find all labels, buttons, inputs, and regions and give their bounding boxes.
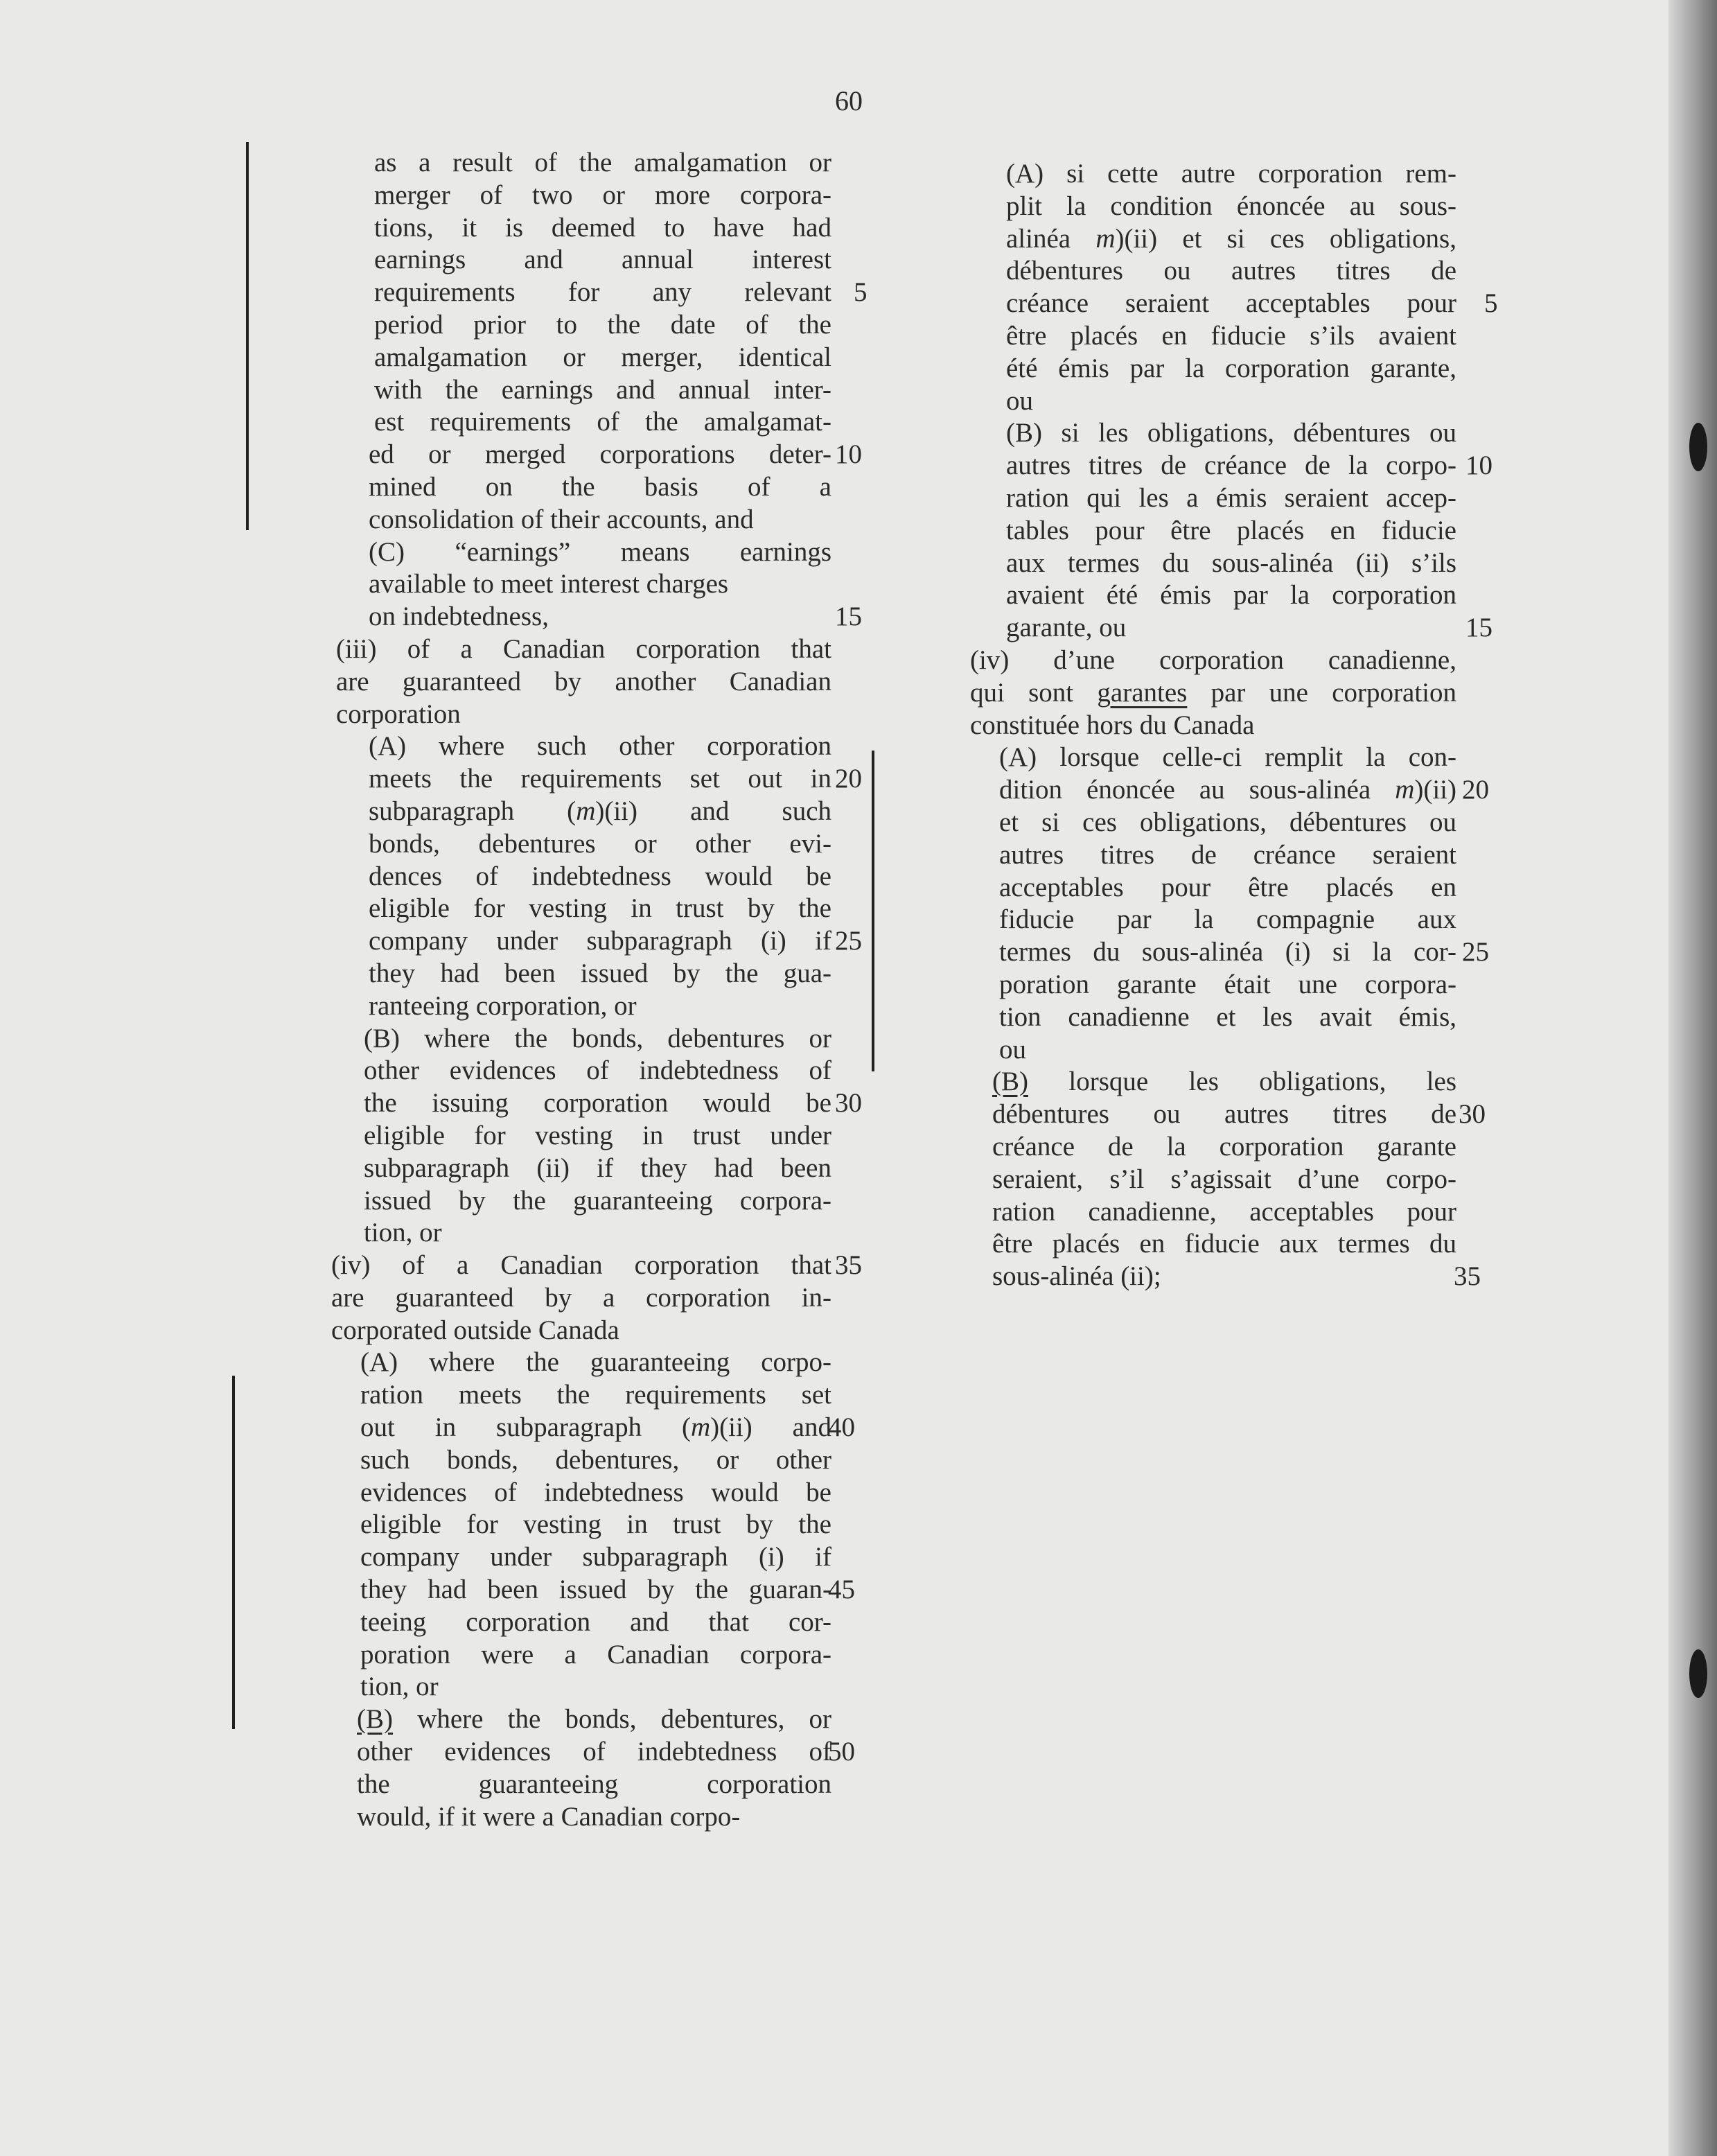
line-number: 35 bbox=[1454, 1261, 1481, 1291]
text-line: termes du sous-alinéa (i) si la cor- bbox=[999, 937, 1456, 967]
line-number: 40 bbox=[828, 1412, 855, 1442]
text-line: et si ces obligations, débentures ou bbox=[999, 807, 1456, 837]
line-number: 20 bbox=[1462, 775, 1489, 805]
text-line: amalgamation or merger, identical bbox=[374, 342, 831, 372]
revision-bar bbox=[232, 1376, 235, 1729]
text-line: poration garante était une corpora- bbox=[999, 969, 1456, 999]
text-line: (iii) of a Canadian corporation that bbox=[336, 633, 831, 664]
text-line: with the earnings and annual inter- bbox=[374, 374, 831, 405]
section-marker-b: (B) bbox=[357, 1704, 393, 1735]
line-number: 25 bbox=[835, 926, 862, 956]
text-line: sous-alinéa (ii); bbox=[992, 1261, 1161, 1292]
text-line: avaient été émis par la corporation bbox=[1006, 580, 1456, 611]
text-line: tions, it is deemed to have had bbox=[374, 212, 831, 243]
section-marker-b: (B) bbox=[992, 1067, 1028, 1097]
text-line: est requirements of the amalgamat- bbox=[374, 407, 831, 437]
text-line: débentures ou autres titres de bbox=[992, 1099, 1456, 1130]
underlined-word: garantes bbox=[1097, 677, 1188, 708]
text-line: dences of indebtedness would be bbox=[369, 861, 831, 891]
text-line: corporated outside Canada bbox=[331, 1315, 619, 1345]
text-line: tables pour être placés en fiducie bbox=[1006, 515, 1456, 545]
line-number: 10 bbox=[835, 439, 862, 469]
text-line: other evidences of indebtedness of bbox=[364, 1055, 831, 1086]
line-number: 20 bbox=[835, 764, 862, 794]
binder-hole-bottom bbox=[1689, 1649, 1707, 1698]
text-line: constituée hors du Canada bbox=[970, 710, 1255, 740]
text-line: subparagraph (m)(ii) and such bbox=[369, 796, 831, 826]
text-line: débentures ou autres titres de bbox=[1006, 256, 1456, 286]
text-line: requirements for any relevant bbox=[374, 277, 831, 308]
binder-hole-top bbox=[1689, 423, 1707, 471]
text-line: period prior to the date of the bbox=[374, 309, 831, 340]
text-line: on indebtedness, bbox=[369, 602, 549, 632]
text-line: eligible for vesting in trust by the bbox=[369, 893, 831, 924]
text-line: ed or merged corporations deter- bbox=[369, 439, 831, 470]
text-line: such bonds, debentures, or other bbox=[360, 1444, 831, 1475]
text-line: créance seraient acceptables pour bbox=[1006, 288, 1456, 319]
text-line: consolidation of their accounts, and bbox=[369, 504, 754, 534]
text-line: the guaranteeing corporation bbox=[357, 1769, 831, 1799]
text-line: (C) “earnings” means earnings bbox=[369, 536, 831, 567]
text-line: (A) where such other corporation bbox=[369, 731, 831, 762]
text-line: are guaranteed by another Canadian bbox=[336, 666, 831, 696]
text-line: poration were a Canadian corpora- bbox=[360, 1639, 831, 1669]
text-line: subparagraph (ii) if they had been bbox=[364, 1153, 831, 1183]
revision-bar bbox=[246, 142, 249, 530]
text-line: (B) where the bonds, debentures or bbox=[364, 1023, 831, 1053]
text-line: the issuing corporation would be bbox=[364, 1088, 831, 1119]
text-line: autres titres de créance de la corpo- bbox=[1006, 450, 1456, 481]
text-line: other evidences of indebtedness of bbox=[357, 1737, 831, 1767]
line-number: 35 bbox=[835, 1250, 862, 1280]
text-line: teeing corporation and that cor- bbox=[360, 1606, 831, 1637]
text-line: (A) si cette autre corporation rem- bbox=[1006, 159, 1456, 189]
text-line: ration qui les a émis seraient accep- bbox=[1006, 482, 1456, 513]
text-line: evidences of indebtedness would be bbox=[360, 1477, 831, 1507]
text-line: acceptables pour être placés en bbox=[999, 872, 1456, 902]
text-line: être placés en fiducie aux termes du bbox=[992, 1229, 1456, 1259]
text-line: garante, ou bbox=[1006, 613, 1127, 643]
text-line: (B) lorsque les obligations, les bbox=[992, 1067, 1456, 1097]
text-line: (A) where the guaranteeing corpo- bbox=[360, 1347, 831, 1378]
text-line: (B) si les obligations, débentures ou bbox=[1006, 418, 1456, 448]
text-line: autres titres de créance seraient bbox=[999, 839, 1456, 870]
text-line: issued by the guaranteeing corpora- bbox=[364, 1185, 831, 1216]
text-line: seraient, s’il s’agissait d’une corpo- bbox=[992, 1164, 1456, 1194]
text-line: (B) where the bonds, debentures, or bbox=[357, 1704, 832, 1735]
text-line: aux termes du sous-alinéa (ii) s’ils bbox=[1006, 547, 1456, 578]
line-number: 30 bbox=[1459, 1099, 1486, 1129]
text-line: ou bbox=[999, 1034, 1026, 1064]
text-line: dition énoncée au sous-alinéa m)(ii) bbox=[999, 775, 1456, 805]
text-line: être placés en fiducie s’ils avaient bbox=[1006, 320, 1456, 351]
text-line: (iv) d’une corporation canadienne, bbox=[970, 645, 1456, 675]
text-line: they had been issued by the guaran- bbox=[360, 1575, 831, 1605]
line-number: 15 bbox=[835, 602, 862, 631]
text-line: eligible for vesting in trust under bbox=[364, 1120, 831, 1150]
text-line: would, if it were a Canadian corpo- bbox=[357, 1801, 741, 1832]
page-edge-shadow bbox=[1668, 0, 1717, 2156]
text-line: company under subparagraph (i) if bbox=[369, 926, 831, 956]
revision-bar bbox=[872, 751, 874, 1071]
text-line: earnings and annual interest bbox=[374, 245, 831, 275]
text-line: mined on the basis of a bbox=[369, 471, 831, 502]
text-line: tion, or bbox=[360, 1672, 439, 1702]
text-line: out in subparagraph (m)(ii) and bbox=[360, 1412, 831, 1443]
text-line: (iv) of a Canadian corporation that bbox=[331, 1250, 831, 1281]
line-number: 30 bbox=[835, 1088, 862, 1118]
text-line: tion, or bbox=[364, 1218, 442, 1248]
text-line: été émis par la corporation garante, bbox=[1006, 353, 1456, 383]
line-number: 45 bbox=[828, 1575, 855, 1604]
text-line: bonds, debentures or other evi- bbox=[369, 828, 831, 859]
text-line: as a result of the amalgamation or bbox=[374, 148, 831, 177]
text-line: corporation bbox=[336, 699, 461, 729]
text-line: eligible for vesting in trust by the bbox=[360, 1509, 831, 1540]
line-number: 25 bbox=[1462, 937, 1489, 967]
text-line: alinéa m)(ii) et si ces obligations, bbox=[1006, 223, 1456, 254]
text-line: merger of two or more corpora- bbox=[374, 179, 831, 210]
text-line: tion canadienne et les avait émis, bbox=[999, 1001, 1456, 1032]
line-number: 15 bbox=[1465, 613, 1493, 642]
line-number: 50 bbox=[828, 1737, 855, 1767]
line-number: 10 bbox=[1465, 450, 1493, 480]
text-line: ration canadienne, acceptables pour bbox=[992, 1196, 1456, 1227]
text-line: plit la condition énoncée au sous- bbox=[1006, 191, 1456, 221]
text-line: créance de la corporation garante bbox=[992, 1131, 1456, 1162]
text-line: qui sont garantes par une corporation bbox=[970, 677, 1456, 708]
text-line: ou bbox=[1006, 385, 1033, 416]
text-line: are guaranteed by a corporation in- bbox=[331, 1282, 831, 1313]
french-column bbox=[970, 158, 1456, 1293]
line-number: 5 bbox=[1484, 288, 1498, 318]
text-line: company under subparagraph (i) if bbox=[360, 1542, 831, 1572]
text-line: fiducie par la compagnie aux bbox=[999, 904, 1456, 935]
line-number: 5 bbox=[854, 277, 868, 307]
text-line: meets the requirements set out in bbox=[369, 764, 831, 794]
text-line: (A) lorsque celle-ci remplit la con- bbox=[999, 742, 1456, 773]
text-line: ration meets the requirements set bbox=[360, 1380, 831, 1410]
text-line: ranteeing corporation, or bbox=[369, 990, 637, 1021]
text-line: available to meet interest charges bbox=[369, 569, 729, 599]
page-number: 60 bbox=[835, 85, 863, 116]
english-column bbox=[326, 147, 831, 1833]
text-line: they had been issued by the gua- bbox=[369, 958, 831, 988]
